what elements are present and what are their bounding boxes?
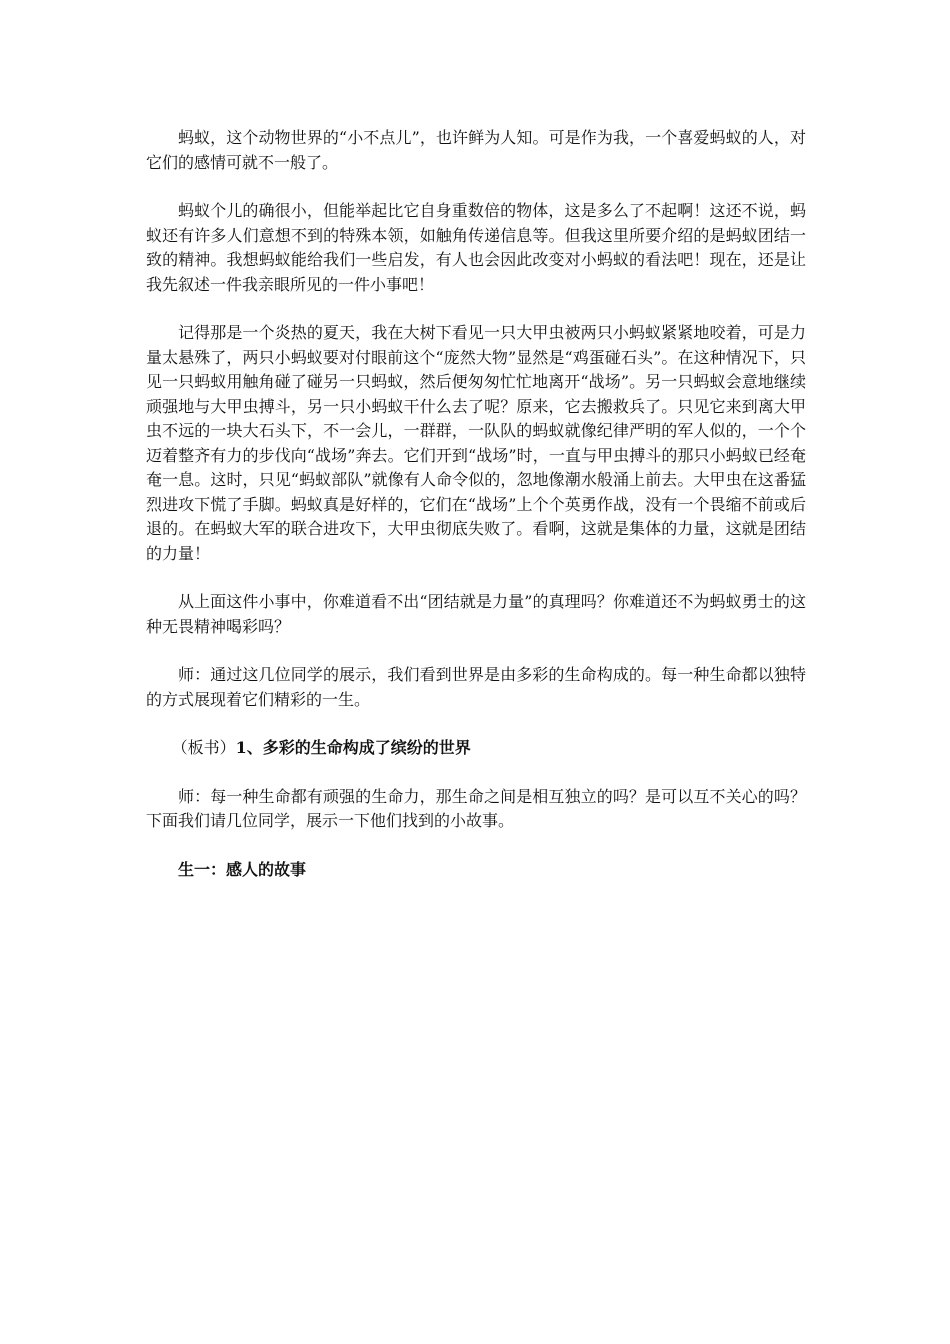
paragraph-teacher-question: 师：每一种生命都有顽强的生命力，那生命之间是相互独立的吗？是可以互不关心的吗？下面我们请几位同学，展示一下他们找到的小故事。 [146, 786, 806, 830]
paragraph-reflection: 从上面这件小事中，你难道看不出“团结就是力量”的真理吗？你难道还不为蚂蚁勇士的这种无畏精神喝彩吗？ [146, 592, 806, 636]
paragraph-story: 记得那是一个炎热的夏天，我在大树下看见一只大甲虫被两只小蚂蚁紧紧地咬着，可是力量太悬殊了，两只小蚂蚁要对付眼前这个“庞然大物”显然是“鸡蛋碰石头”。在这种情况下，只见一只蚂蚁用触角碰了碰另一只蚂蚁，然后便匆匆忙忙地离开“战场”。另一只蚂蚁会意地继续顽强地与大甲虫搏斗，另一只小蚂蚁干什么去了呢？原来，它去搬救兵了。只见它来到离大甲虫不远的一块大石头下，不一会儿，一群群，一队队的蚂蚁就像纪律严明的军人似的，一个个迈着整齐有力的步伐向“战场”奔去。它们开到“战场”时，一直与甲虫搏斗的那只小蚂蚁已经奄奄一息。这时，只见“蚂蚁部队”就像有人命令似的，忽地像潮水般涌上前去。大甲虫在这番猛烈进攻下慌了手脚。蚂蚁真是好样的，它们在“战场”上个个英勇作战，没有一个畏缩不前或后退的。在蚂蚁大军的联合进攻下，大甲虫彻底失败了。看啊，这就是集体的力量，这就是团结的力量！ [146, 323, 806, 563]
paragraph-intro: 蚂蚁，这个动物世界的“小不点儿”，也许鲜为人知。可是作为我，一个喜爱蚂蚁的人，对它们的感情可就不一般了。 [146, 128, 806, 172]
blank-page-area [0, 900, 950, 1344]
document-body [146, 126, 806, 906]
board-note-prefix: （板书） [171, 738, 236, 757]
student-heading: 生一：感人的故事 [178, 859, 307, 879]
paragraph-teacher-summary: 师：通过这几位同学的展示，我们看到世界是由多彩的生命构成的。每一种生命都以独特的方式展现着它们精彩的一生。 [146, 665, 806, 709]
paragraph-ant-abilities: 蚂蚁个儿的确很小，但能举起比它自身重数倍的物体，这是多么了不起啊！这还不说，蚂蚁还有许多人们意想不到的特殊本领，如触角传递信息等。但我这里所要介绍的是蚂蚁团结一致的精神。我想蚂蚁能给我们一些启发，有人也会因此改变对小蚂蚁的看法吧！现在，还是让我先叙述一件我亲眼所见的一件小事吧！ [146, 201, 806, 294]
board-note [146, 736, 806, 761]
board-note-text: 1、多彩的生命构成了缤纷的世界 [235, 738, 471, 757]
